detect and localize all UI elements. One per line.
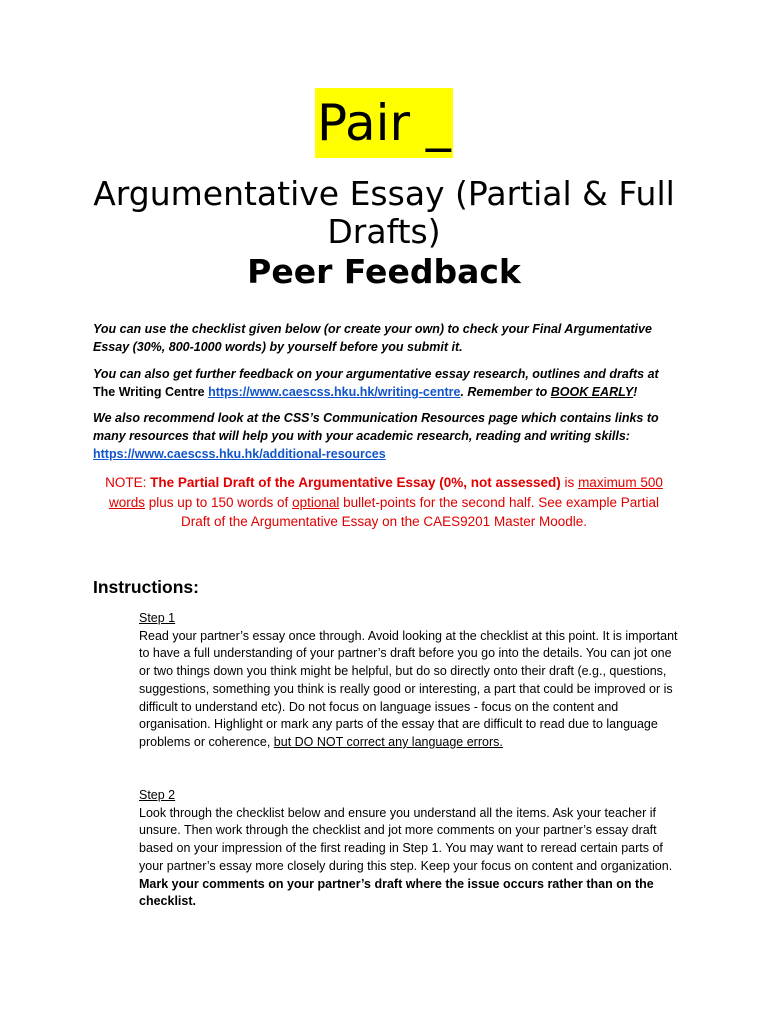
partial-draft-note bbox=[93, 473, 675, 532]
intro-paragraph-writing-centre bbox=[93, 365, 668, 401]
pair-label: Pair _ bbox=[315, 88, 453, 158]
intro-p3-text-b: page which contains links to many resources that will help you with your academic research, reading and writing skills: bbox=[93, 411, 659, 443]
note-prefix: NOTE: bbox=[105, 475, 151, 490]
note-mid: plus up to 150 words of bbox=[144, 494, 293, 510]
writing-centre-label: The Writing Centre bbox=[93, 385, 209, 399]
step-2-bold-text: Mark your comments on your partner’s draft where the issue occurs rather than on the checklist. bbox=[139, 876, 654, 909]
document-title: Argumentative Essay (Partial & Full Drafts) bbox=[93, 174, 675, 251]
step-1-block bbox=[139, 610, 679, 752]
additional-resources-link[interactable]: https://www.caescss.hku.hk/additional-resources bbox=[93, 447, 386, 461]
step-2-title: Step 2 bbox=[139, 788, 176, 802]
intro-p3-text-a: We also recommend look at the CSS’s Communication Resources bbox=[93, 411, 489, 425]
step-1-underlined-text: but DO NOT correct any language errors. bbox=[273, 734, 503, 749]
note-is: is bbox=[560, 475, 579, 490]
note-rest: bullet-points for the second half. See example Partial Draft of the Argumentative Essay on the CAES9201 Master Moodle. bbox=[181, 494, 660, 529]
document-subtitle: Peer Feedback bbox=[247, 252, 521, 291]
note-optional: optional bbox=[292, 494, 340, 510]
step-1-title: Step 1 bbox=[139, 611, 176, 625]
writing-centre-link[interactable]: https://www.caescss.hku.hk/writing-centre bbox=[208, 385, 461, 399]
note-bold-text: The Partial Draft of the Argumentative Essay (0%, not assessed) bbox=[150, 475, 561, 490]
intro-p2-remember: . Remember to bbox=[460, 385, 551, 399]
intro-p2-end: ! bbox=[633, 385, 638, 399]
intro-paragraph-resources bbox=[93, 409, 668, 463]
book-early-text: BOOK EARLY bbox=[550, 385, 634, 399]
step-1-text: Read your partner’s essay once through. Avoid looking at the checklist at this point. It is important to have a full understanding of your partner’s draft before you go into the details. You can jot one or two things down you think might be helpful, but do so directly onto their draft (e.g., questions, suggestions, something you think is really good or interesting, a part that could be improved or is difficult to understand etc). Do not focus on language issues - focus on the content and organisation. Highlight or mark any parts of the essay that are difficult to read due to language problems or coherence, bbox=[139, 628, 678, 749]
note-max-words: maximum 500 words bbox=[108, 475, 663, 510]
pair-heading-wrap bbox=[0, 88, 768, 158]
instructions-heading: Instructions: bbox=[93, 577, 199, 597]
intro-p2-text: You can also get further feedback on your argumentative essay research, outlines and drafts at bbox=[93, 367, 659, 381]
step-2-text: Look through the checklist below and ensure you understand all the items. Ask your teacher if unsure. Then work through the checklist and jot more comments on your partner’s essay draft based on your impression of the first reading in Step 1. You may want to reread certain parts of your partner’s essay more closely during this step. Keep your focus on content and organization. bbox=[139, 805, 673, 873]
step-2-block bbox=[139, 787, 679, 911]
intro-paragraph-checklist: You can use the checklist given below (or create your own) to check your Final Argumentative Essay (30%, 800-1000 words) by yourself before you submit it. bbox=[93, 322, 652, 354]
